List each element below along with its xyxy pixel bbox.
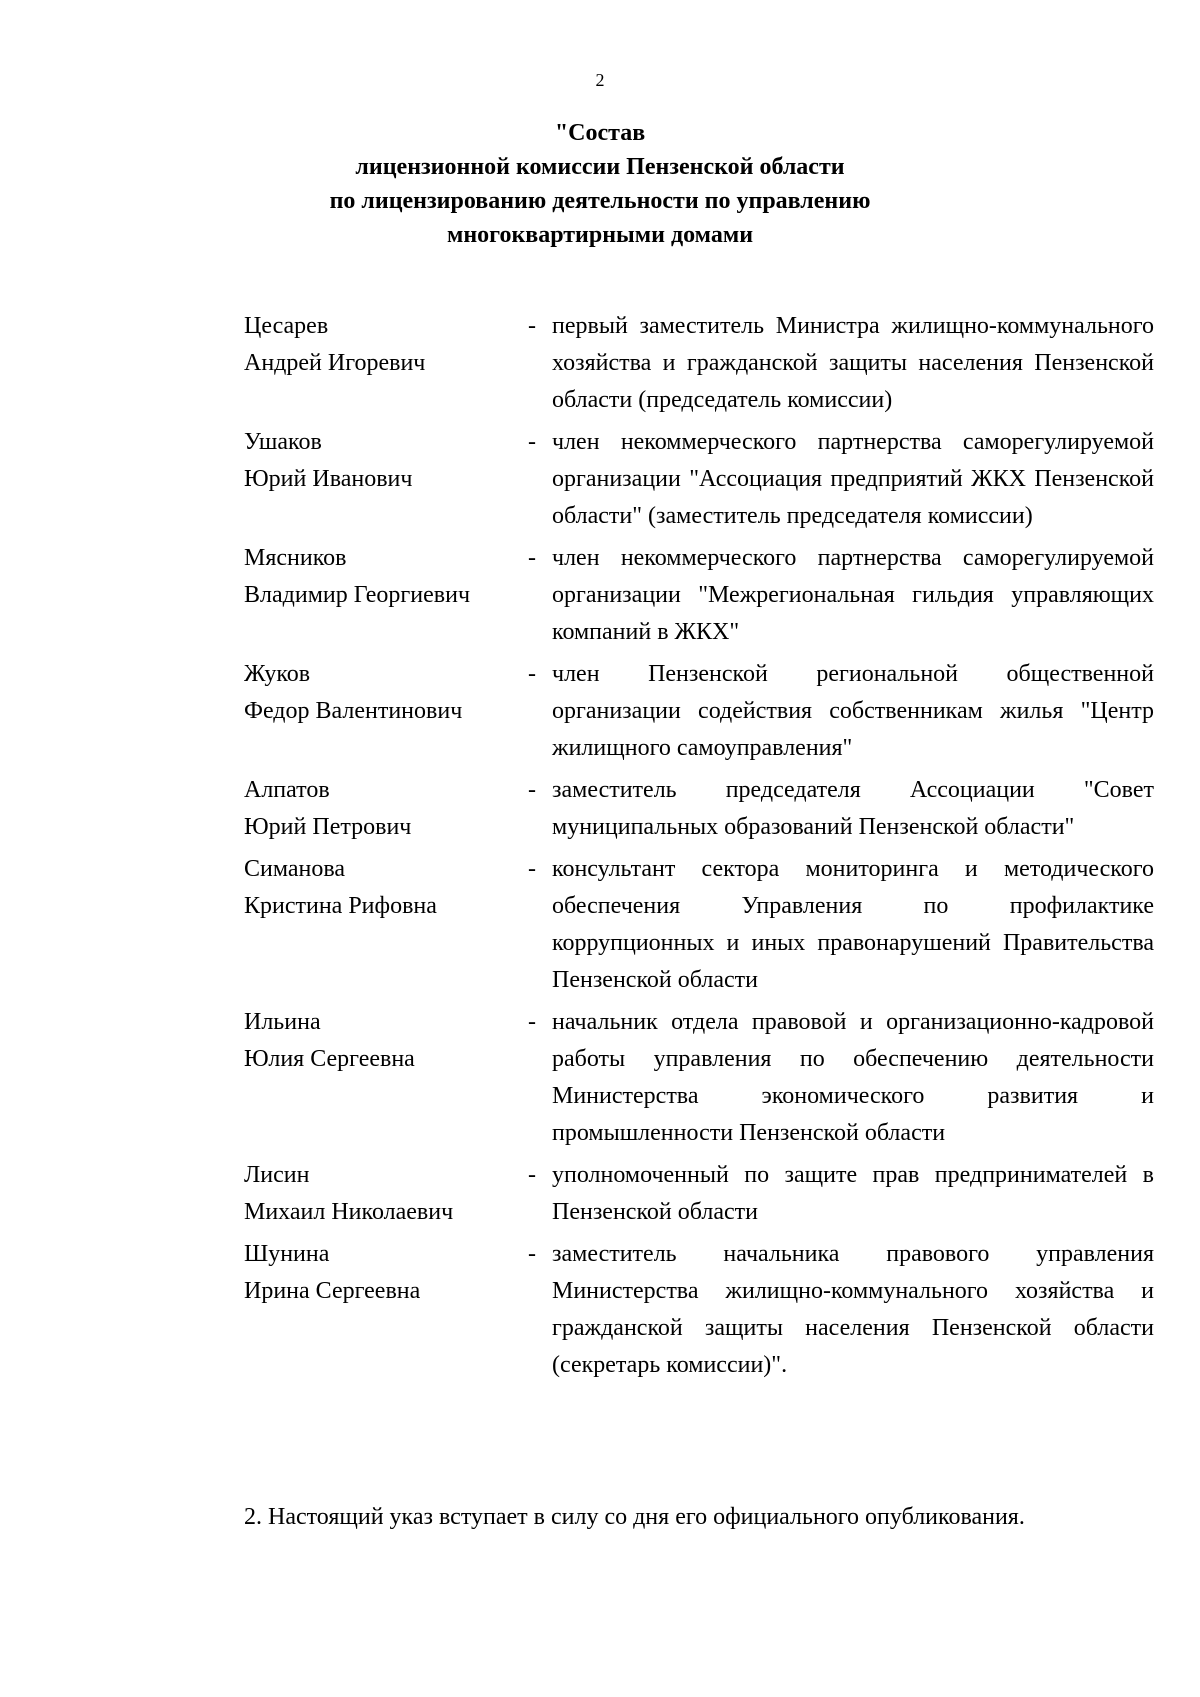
member-role: уполномоченный по защите прав предпринимателей в Пензенской области (552, 1162, 1154, 1225)
member-given-names: Ирина Сергеевна (244, 1278, 421, 1304)
member-surname: Алпатов (244, 777, 330, 803)
member-name (244, 656, 528, 730)
member-role: член Пензенской региональной общественной организации содействия собственникам жилья "Центр жилищного самоуправления" (552, 661, 1154, 761)
member-row (244, 1004, 1154, 1152)
member-given-names: Михаил Николаевич (244, 1199, 454, 1225)
member-role: заместитель председателя Ассоциации "Совет муниципальных образований Пензенской области" (552, 777, 1154, 840)
dash-separator: - (528, 1162, 536, 1188)
member-given-names: Юрий Петрович (244, 814, 412, 840)
member-name (244, 1157, 528, 1231)
member-surname: Шунина (244, 1241, 330, 1267)
member-surname: Ильина (244, 1009, 321, 1035)
member-name (244, 424, 528, 498)
dash-separator: - (528, 429, 536, 455)
closing-paragraph: 2. Настоящий указ вступает в силу со дня его официального опубликования. (244, 1504, 1025, 1530)
member-name (244, 851, 528, 925)
member-surname: Ушаков (244, 429, 322, 455)
title-line: по лицензированию деятельности по управлению (329, 188, 871, 214)
member-surname: Жуков (244, 661, 311, 687)
member-role: консультант сектора мониторинга и методического обеспечения Управления по профилактике коррупционных и иных правонарушений Правительства Пензенской области (552, 856, 1154, 993)
member-surname: Цесарев (244, 313, 329, 339)
dash-separator: - (528, 545, 536, 571)
dash-separator: - (528, 1241, 536, 1267)
dash-separator: - (528, 777, 536, 803)
member-given-names: Юлия Сергеевна (244, 1046, 415, 1072)
member-row (244, 851, 1154, 999)
member-row (244, 772, 1154, 846)
member-surname: Лисин (244, 1162, 310, 1188)
member-given-names: Владимир Георгиевич (244, 582, 471, 608)
member-role: член некоммерческого партнерства саморегулируемой организации "Межрегиональная гильдия управляющих компаний в ЖКХ" (552, 545, 1154, 645)
dash-separator: - (528, 661, 536, 687)
member-name (244, 1236, 528, 1310)
member-row (244, 540, 1154, 651)
dash-separator: - (528, 1009, 536, 1035)
commission-member-list (244, 308, 1154, 1389)
member-row (244, 1157, 1154, 1231)
document-title (0, 116, 1200, 252)
member-role: начальник отдела правовой и организационно-кадровой работы управления по обеспечению деятельности Министерства экономического развития и промышленности Пензенской области (552, 1009, 1154, 1146)
member-role: заместитель начальника правового управления Министерства жилищно-коммунального хозяйства и гражданской защиты населения Пензенской области (секретарь комиссии)". (552, 1241, 1154, 1378)
member-role: первый заместитель Министра жилищно-коммунального хозяйства и гражданской защиты населения Пензенской области (председатель комиссии) (552, 313, 1154, 413)
member-name (244, 1004, 528, 1078)
member-name (244, 772, 528, 846)
member-surname: Симанова (244, 856, 346, 882)
member-row (244, 1236, 1154, 1384)
member-given-names: Юрий Иванович (244, 466, 413, 492)
member-surname: Мясников (244, 545, 347, 571)
member-given-names: Андрей Игоревич (244, 350, 426, 376)
member-row (244, 656, 1154, 767)
dash-separator: - (528, 313, 536, 339)
member-given-names: Кристина Рифовна (244, 893, 437, 919)
member-name (244, 540, 528, 614)
title-line: "Состав (554, 120, 646, 146)
member-role: член некоммерческого партнерства саморегулируемой организации "Ассоциация предприятий ЖКХ Пензенской области" (заместитель председателя комиссии) (552, 429, 1154, 529)
title-line: многоквартирными домами (446, 222, 754, 248)
member-name (244, 308, 528, 382)
page-number: 2 (595, 70, 605, 90)
member-row (244, 424, 1154, 535)
member-row (244, 308, 1154, 419)
dash-separator: - (528, 856, 536, 882)
member-given-names: Федор Валентинович (244, 698, 463, 724)
title-line: лицензионной комиссии Пензенской области (355, 154, 845, 180)
